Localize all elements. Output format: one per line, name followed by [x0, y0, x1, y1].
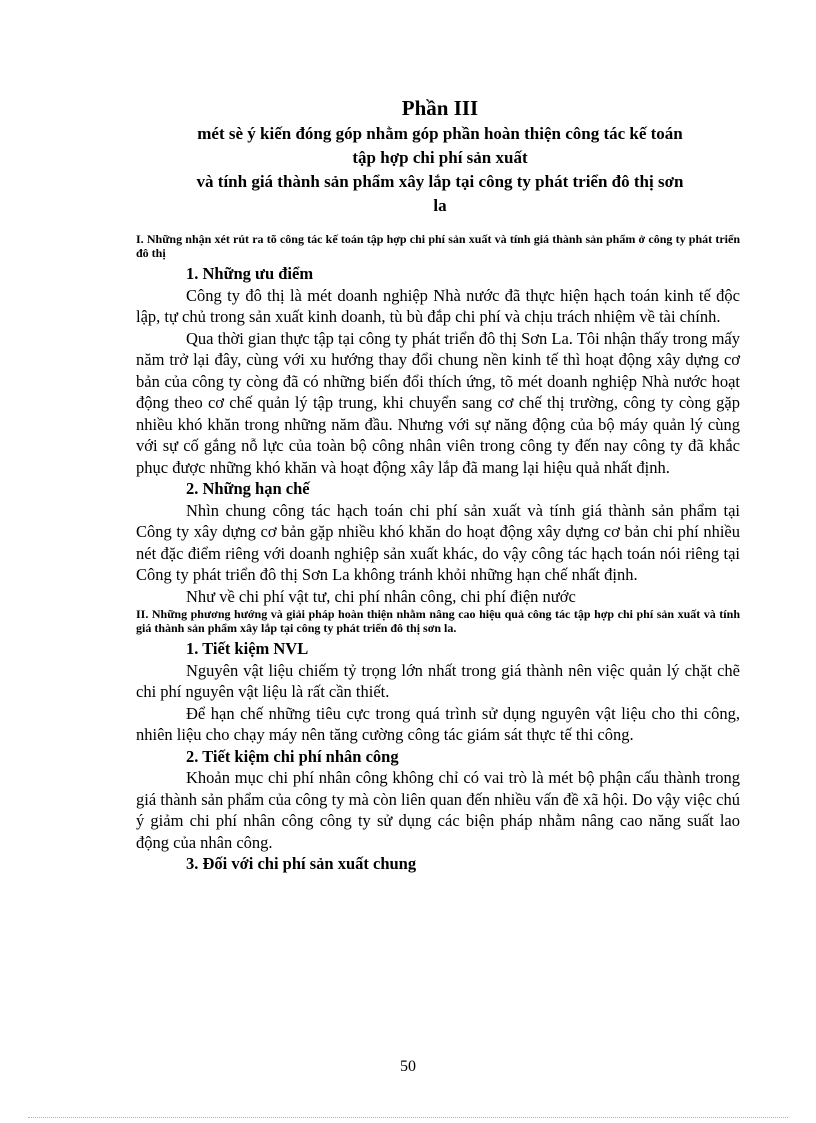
page-divider [28, 1117, 788, 1118]
section-1-2-heading: 2. Những hạn chế [186, 479, 310, 498]
paragraph: Công ty đô thị là mét doanh nghiệp Nhà nước đã thực hiện hạch toán kinh tế độc lập, tự chủ trong sản xuất kinh doanh, tù bù đắp chi phí và chịu trách nhiệm về tài chính. [136, 285, 740, 326]
paragraph: Như về chi phí vật tư, chi phí nhân công, chi phí điện nước [186, 586, 576, 606]
subtitle-line-1: mét sè ý kiến đóng góp nhằm góp phần hoàn thiện công tác kế toán [197, 124, 683, 143]
paragraph: Nguyên vật liệu chiếm tỷ trọng lớn nhất trong giá thành nên việc quản lý chặt chẽ chi phí nguyên vật liệu là rất cần thiết. [136, 660, 740, 701]
section-1-1-heading: 1. Những ưu điểm [186, 264, 314, 283]
section-2-heading: II. Những phương hướng và giải pháp hoàn thiện nhằm nâng cao hiệu quả công tác tập hợp chi phí sản xuất và tính giá thành sản phẩm xây lắp tại công ty phát triển đô thị sơn la. [136, 607, 740, 635]
paragraph: Qua thời gian thực tập tại công ty phát triển đô thị Sơn La. Tôi nhận thấy trong mấy năm trở lại đây, cùng với xu hướng thay đổi chung nền kinh tế thì hoạt động xây dựng cơ bản của công ty còng đã có những biến đổi thích ứng, tõ mét doanh nghiệp Nhà nước hoạt động theo cơ chế quản lý tập trung, khi chuyển sang cơ chế thị trường, công ty còng gặp nhiều khó khăn trong những năm đầu. Nhưng với sự năng động của bộ máy quản lý cùng với sự cố gắng nỗ lực của toàn bộ công nhân viên trong công ty đến nay công ty đã khắc phục được những khó khăn và hoạt động xây lắp đã mang lại hiệu quả nhất định. [136, 328, 740, 477]
subtitle-line-2: tập hợp chi phí sản xuất [352, 148, 528, 167]
section-1-heading: I. Những nhận xét rút ra tõ công tác kế toán tập hợp chi phí sản xuất và tính giá thành sản phẩm ở công ty phát triển đô thị [136, 232, 740, 260]
part-title: Phần III [401, 96, 479, 120]
subtitle-line-4: la [433, 196, 447, 215]
section-2-3-heading: 3. Đối với chi phí sản xuất chung [186, 854, 417, 873]
section-2-1-heading: 1. Tiết kiệm NVL [186, 639, 309, 658]
section-2-2-heading: 2. Tiết kiệm chi phí nhân công [186, 746, 399, 766]
subtitle-line-3: và tính giá thành sản phẩm xây lắp tại công ty phát triển đô thị sơn [196, 172, 684, 191]
document-body [136, 232, 740, 875]
paragraph: Khoản mục chi phí nhân công không chỉ có vai trò là mét bộ phận cấu thành trong giá thành sản phẩm của công ty mà còn liên quan đến nhiều vấn đề xã hội. Do vậy việc chú ý giảm chi phí nhân công công ty sử dụng các biện pháp nhằm nâng cao năng suất lao động của nhân công. [136, 768, 740, 852]
page-number: 50 [400, 1058, 416, 1075]
title-block [120, 96, 760, 218]
paragraph: Để hạn chế những tiêu cực trong quá trình sử dụng nguyên vật liệu cho thi công, nhiên liệu cho chạy máy nên tăng cường công tác giám sát thực tế thi công. [136, 703, 740, 744]
paragraph: Nhìn chung công tác hạch toán chi phí sản xuất và tính giá thành sản phẩm tại Công ty xây dựng cơ bản gặp nhiều khó khăn do hoạt động xây dựng cơ bản chi phí nhiều nét đặc điểm riêng với doanh nghiệp sản xuất khác, do vậy công tác hạch toán nói riêng tại Công ty phát triển đô thị Sơn La không tránh khỏi những hạn chế nhất định. [136, 500, 740, 584]
